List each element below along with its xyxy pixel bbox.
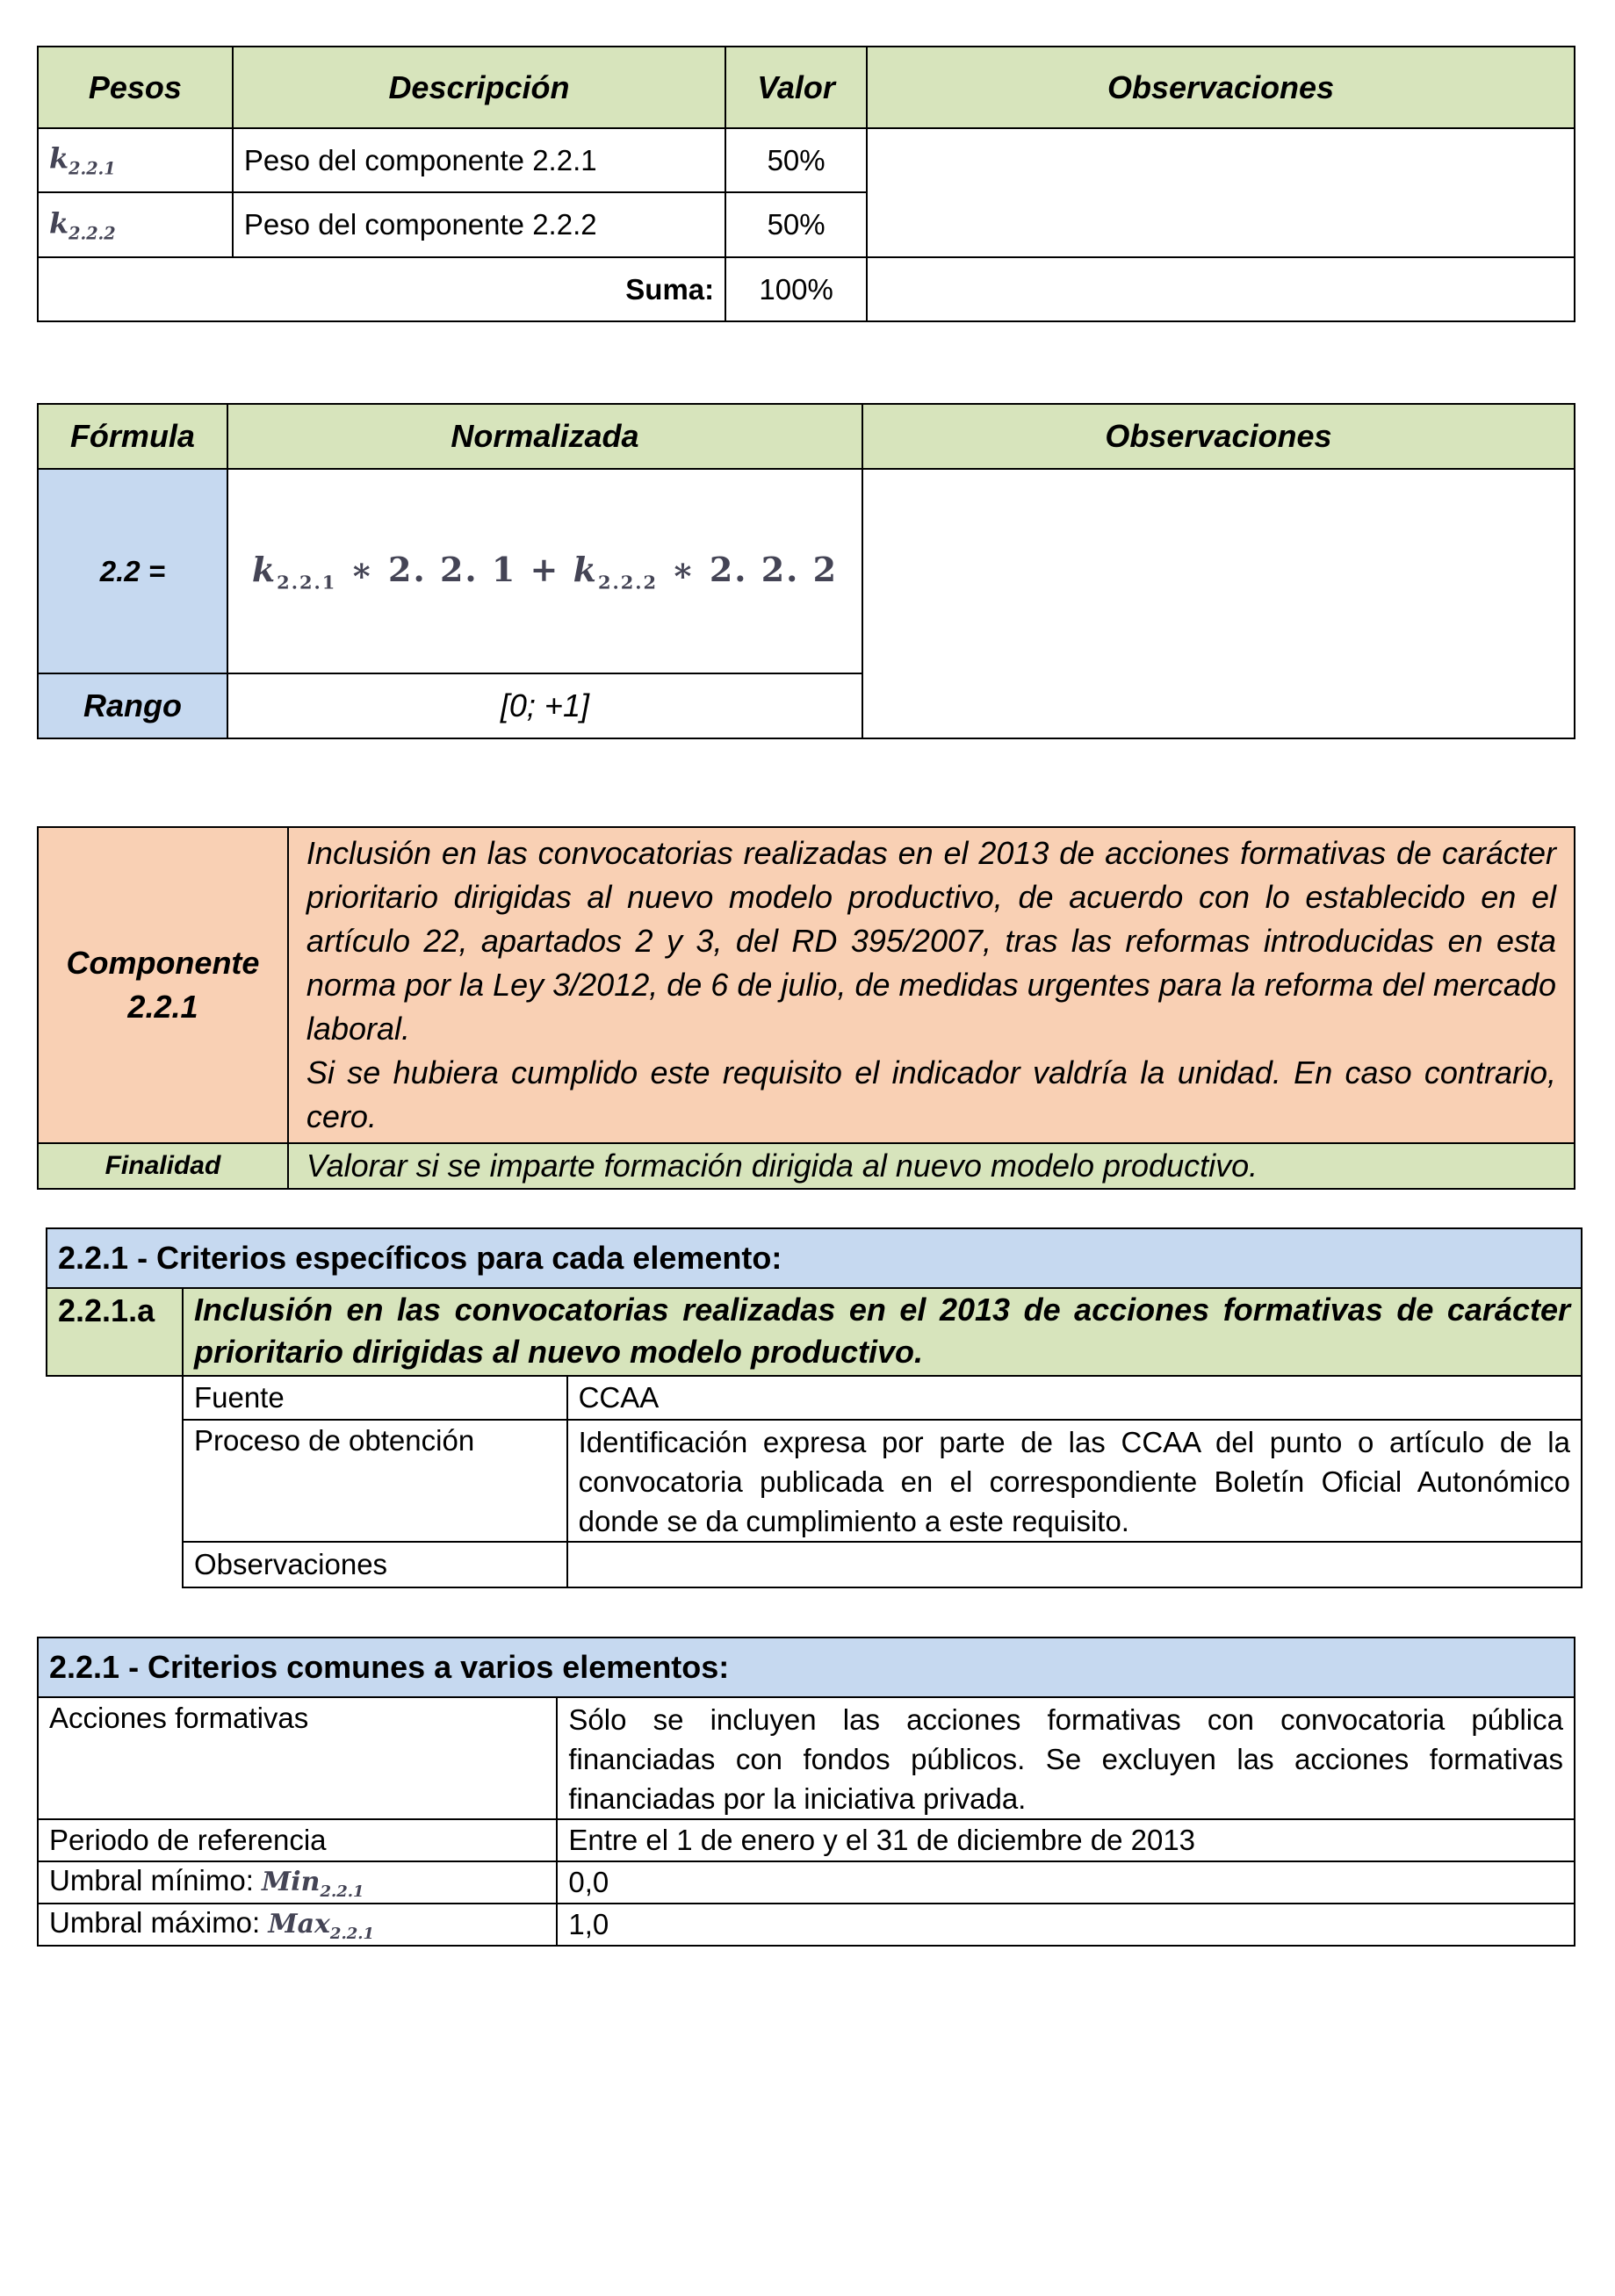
criterios-especificos-table — [46, 1227, 1583, 1588]
range-value: [0; +1] — [227, 673, 862, 738]
umbral-minimo-value: 0,0 — [557, 1861, 1575, 1904]
criterios-comunes-title: 2.2.1 - Criterios comunes a varios elementos: — [38, 1637, 1575, 1697]
weight-description: Peso del componente 2.2.1 — [233, 128, 725, 192]
range-label: Rango — [38, 673, 227, 738]
criterion-label: Proceso de obtención — [183, 1420, 567, 1542]
criterios-comunes-table — [37, 1637, 1575, 1947]
criterion-value — [567, 1542, 1582, 1587]
table-row — [47, 1542, 1582, 1587]
formula-header: Fórmula — [38, 404, 227, 469]
umbral-maximo-label: Umbral máximo: Max$_{2.2.1}$ — [38, 1904, 557, 1946]
item-text: Inclusión en las convocatorias realizadas en el 2013 de acciones formativas de carácter prioritario dirigidas al nuevo modelo productivo. — [183, 1288, 1582, 1376]
criterion-label: Fuente — [183, 1376, 567, 1420]
table-row — [38, 1904, 1575, 1946]
componente-label: Componente 2.2.1 — [38, 827, 288, 1143]
criterion-value: Entre el 1 de enero y el 31 de diciembre de 2013 — [557, 1819, 1575, 1861]
finalidad-label: Finalidad — [38, 1143, 288, 1189]
sum-observaciones — [867, 257, 1575, 321]
weight-value: 50% — [725, 192, 867, 257]
componente-paragraph: Si se hubiera cumplido este requisito el indicador valdría la unidad. En caso contrario, cero. — [306, 1054, 1556, 1134]
table-row — [38, 128, 1575, 192]
criterion-value: Identificación expresa por parte de las CCAA del punto o artículo de la convocatoria publicada en el correspondiente Boletín Oficial Autonómico donde se da cumplimiento a este requisito. — [567, 1420, 1582, 1542]
weight-symbol: $k_{2.2.1}$ — [38, 128, 233, 192]
weight-value: 50% — [725, 128, 867, 192]
sum-row — [38, 257, 1575, 321]
valor-header: Valor — [725, 47, 867, 128]
formula-observaciones-cell — [862, 469, 1575, 738]
table-row — [38, 1697, 1575, 1819]
observaciones-header: Observaciones — [867, 47, 1575, 128]
formula-label: 2.2 = — [38, 469, 227, 673]
finalidad-text: Valorar si se imparte formación dirigida al nuevo modelo productivo. — [288, 1143, 1575, 1189]
table-row — [38, 1861, 1575, 1904]
table-row — [47, 1376, 1582, 1420]
formula-observaciones-header: Observaciones — [862, 404, 1575, 469]
weight-symbol: $k_{2.2.2}$ — [38, 192, 233, 257]
componente-table — [37, 826, 1575, 1190]
componente-paragraph: Inclusión en las convocatorias realizadas en el 2013 de acciones formativas de carácter prioritario dirigidas al nuevo modelo productivo, de acuerdo con lo establecido en el artículo 22, apartados 2 y 3, del RD 395/2007, tras las reformas introducidas en esta norma por la Ley 3/2012, de 6 de julio, de medidas urgentes para la reforma del mercado laboral. — [306, 835, 1556, 1047]
sum-label: Suma: — [38, 257, 725, 321]
umbral-maximo-value: 1,0 — [557, 1904, 1575, 1946]
componente-description — [288, 827, 1575, 1143]
sum-value: 100% — [725, 257, 867, 321]
criterion-label: Acciones formativas — [38, 1697, 557, 1819]
weight-description: Peso del componente 2.2.2 — [233, 192, 725, 257]
criterion-label: Periodo de referencia — [38, 1819, 557, 1861]
criterios-especificos-title: 2.2.1 - Criterios específicos para cada elemento: — [47, 1228, 1582, 1288]
pesos-header: Pesos — [38, 47, 233, 128]
criterion-value: Sólo se incluyen las acciones formativas con convocatoria pública financiadas con fondos públicos. Se excluyen las acciones formativas financiadas por la iniciativa privada. — [557, 1697, 1575, 1819]
table-row — [47, 1420, 1582, 1542]
umbral-minimo-label: Umbral mínimo: Min$_{2.2.1}$ — [38, 1861, 557, 1904]
normalized-formula: $k_{2.2.1}$ ∗ 2. 2. $1 + k_{2.2.2}$ ∗ 2. 2. 2 — [227, 469, 862, 673]
observaciones-cell — [867, 128, 1575, 257]
table-row — [38, 1819, 1575, 1861]
descripcion-header: Descripción — [233, 47, 725, 128]
criterion-value: CCAA — [567, 1376, 1582, 1420]
formula-table — [37, 403, 1575, 739]
pesos-table — [37, 46, 1575, 322]
item-code: 2.2.1.a — [47, 1288, 183, 1376]
normalizada-header: Normalizada — [227, 404, 862, 469]
criterion-label: Observaciones — [183, 1542, 567, 1587]
